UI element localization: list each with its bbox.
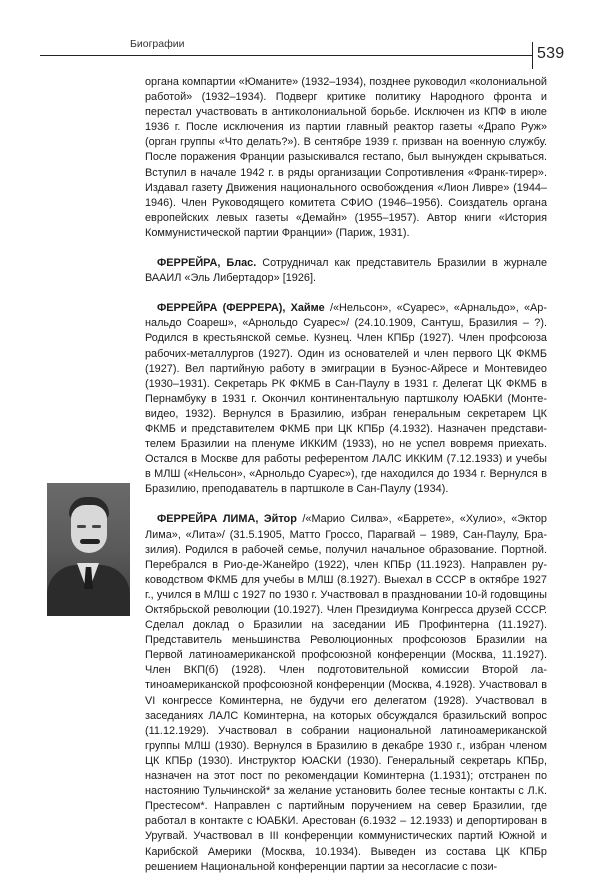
entry-ferreira-blas: [145, 256, 547, 286]
photo-eye-right: [92, 525, 101, 528]
page-number: 539: [537, 45, 565, 62]
entry-ferreira-lima-eitor: [145, 512, 547, 874]
entry-text: /«Нельсон», «Суарес», «Арнальдо», «Арнальдо Соареш», «Арнольдо Суарес»/ (24.10.1909, Сантуш, Бразилия – ?). Родился в крестьянской семье. Кузнец. Член КПБр (1927). Член профсоюза рабочих-металлургов (1927). Один из основателей и член первого ЦК ФКМБ (1927). Вел партийную работу в эмиграции в Буэнос-Айресе и Монтевидео (1930–1931). Секретарь РК ФКМБ в Сан-Паулу в 1931 г. Делегат ЦК ФКМБ в Пернамбуку в 1931 г. Окончил континентальную партшколу ЮАБКИ (Монтевидео, 1932). Вернулся в Бразилию, избран генеральным секретарем ЦК ФКМБ и представителем ФКМБ при ЦК КПБр (4.1932). Назначен представителем Бразилии на пленуме ИККИМ (1933), но не успел вовремя приехать. Остался в Москве для работы референтом ЛАЛС ИККИМ (7.12.1933) и учебы в МЛШ («Нельсон», «Арнольдо Суарес»), где находился до 1934 г. Вернулся в Бразилию, преподаватель в партшколе в Сан-Паулу (1934).: [145, 302, 547, 496]
entry-ferreira-haime: [145, 301, 547, 497]
paragraph-gap: [145, 286, 547, 301]
paragraph-gap: [145, 497, 547, 512]
entry-name: ФЕРРЕЙРА ЛИМА, Эйтор: [157, 513, 297, 526]
photo-eye-left: [77, 525, 86, 528]
entry-name: ФЕРРЕЙРА, Блас.: [157, 257, 257, 270]
photo-moustache: [80, 539, 100, 544]
header-divider: [532, 42, 533, 69]
photo-face: [71, 505, 107, 553]
continuation-paragraph: органа компартии «Юманите» (1932–1934), позднее руководил «колониальной работой» (1932–1934). Подверг критике политику Народного фронта и перестал участвовать в антиколониальной борьбе. Исключен из КПФ в июле 1936 г. После исключения из партии главный реактор газеты «Драпо Руж» (орган группы «Что делать?»). В сентябре 1939 г. призван на военную службу. После поражения Франции разыскивался гестапо, был вынужден скрываться. Вступил в начале 1942 г. в ряды организации Сопротивления «Франк-тирер». Издавал газету Движения национального освобождения «Лион Ливре» (1944–1946). Член Руководящего комитета СФИО (1946–1956). Соиздатель органа европейских левых газеты «Демайн» (1955–1957). Автор книги «История Коммунистической партии Франции» (Париж, 1931).: [145, 76, 547, 239]
header-rule: [40, 55, 532, 56]
entry-text: /«Марио Силва», «Баррете», «Хулио», «Эктор Лима», «Лита»/ (31.5.1905, Матто Гроссо, Парагвай – 1989, Сан-Паулу, Бразилия). Родился в рабочей семье, получил начальное образование. Портной. Перебрался в Рио-де-Жанейро (1922), член КПБр (11.1923). Направлен руководством ФКМБ для учебы в МЛШ (8.1927). Выехал в СССР в октябре 1927 г., учился в МЛШ с 1927 по 1930 г. Участвовал в праздновании 10-й годовщины Октябрьской революции (10.1927). Член Президиума Конгресса друзей СССР. Сделал доклад о Бразилии на заседании ИБ Профинтерна (11.1927). Представитель меньшинства Революционных профсоюзов Бразилии на Первой латиноамериканской профсоюзной конференции (Москва, 11.1927). Член ВКП(б) (1928). Член подготовительной комиссии Второй латиноамериканской профсоюзной конференции (Москва, 4.1928). Участвовал в VI конгрессе Коминтерна, не будучи его делегатом (1928). Участвовал в заседаниях ЛАЛС Коминтерна, на которых обсуждался бразильский вопрос (11.12.1929). Участвовал в собрании национальной латиноамериканской группы МЛШ (1930). Вернулся в Бразилию в декабре 1930 г., избран членом ЦК КПБр (1930). Инструктор ЮАСКИ (1930). Генеральный секретарь КПБр, назначен на этот пост по рекомендации Коминтерна (1.1931); отстранен по настоянию Тульчинской* за желание установить более тесные контакты с Л.К. Престесом*. Направлен с партийным поручением на север Бразилии, где работал в контакте с ЮАБКИ. Арестован (6.1932 – 12.1933) и депортирован в Уругвай. Участвовал в III конференции коммунистических партий Южной и Карибской Америки (Москва, 10.1934). Выведен из состава ЦК КПБр решением Национальной конференции партии за несогласие с пози-: [145, 513, 547, 873]
header-section-title: Биографии: [130, 38, 185, 50]
page-body: [145, 75, 547, 875]
entry-name: ФЕРРЕЙРА (ФЕРРЕРА), Хайме: [157, 302, 325, 315]
paragraph-gap: [145, 241, 547, 256]
entry-text: Сотрудничал как представитель Бразилии в журнале ВААИЛ «Эль Либертадор» [1926].: [145, 257, 548, 285]
portrait-photo: [47, 483, 130, 616]
